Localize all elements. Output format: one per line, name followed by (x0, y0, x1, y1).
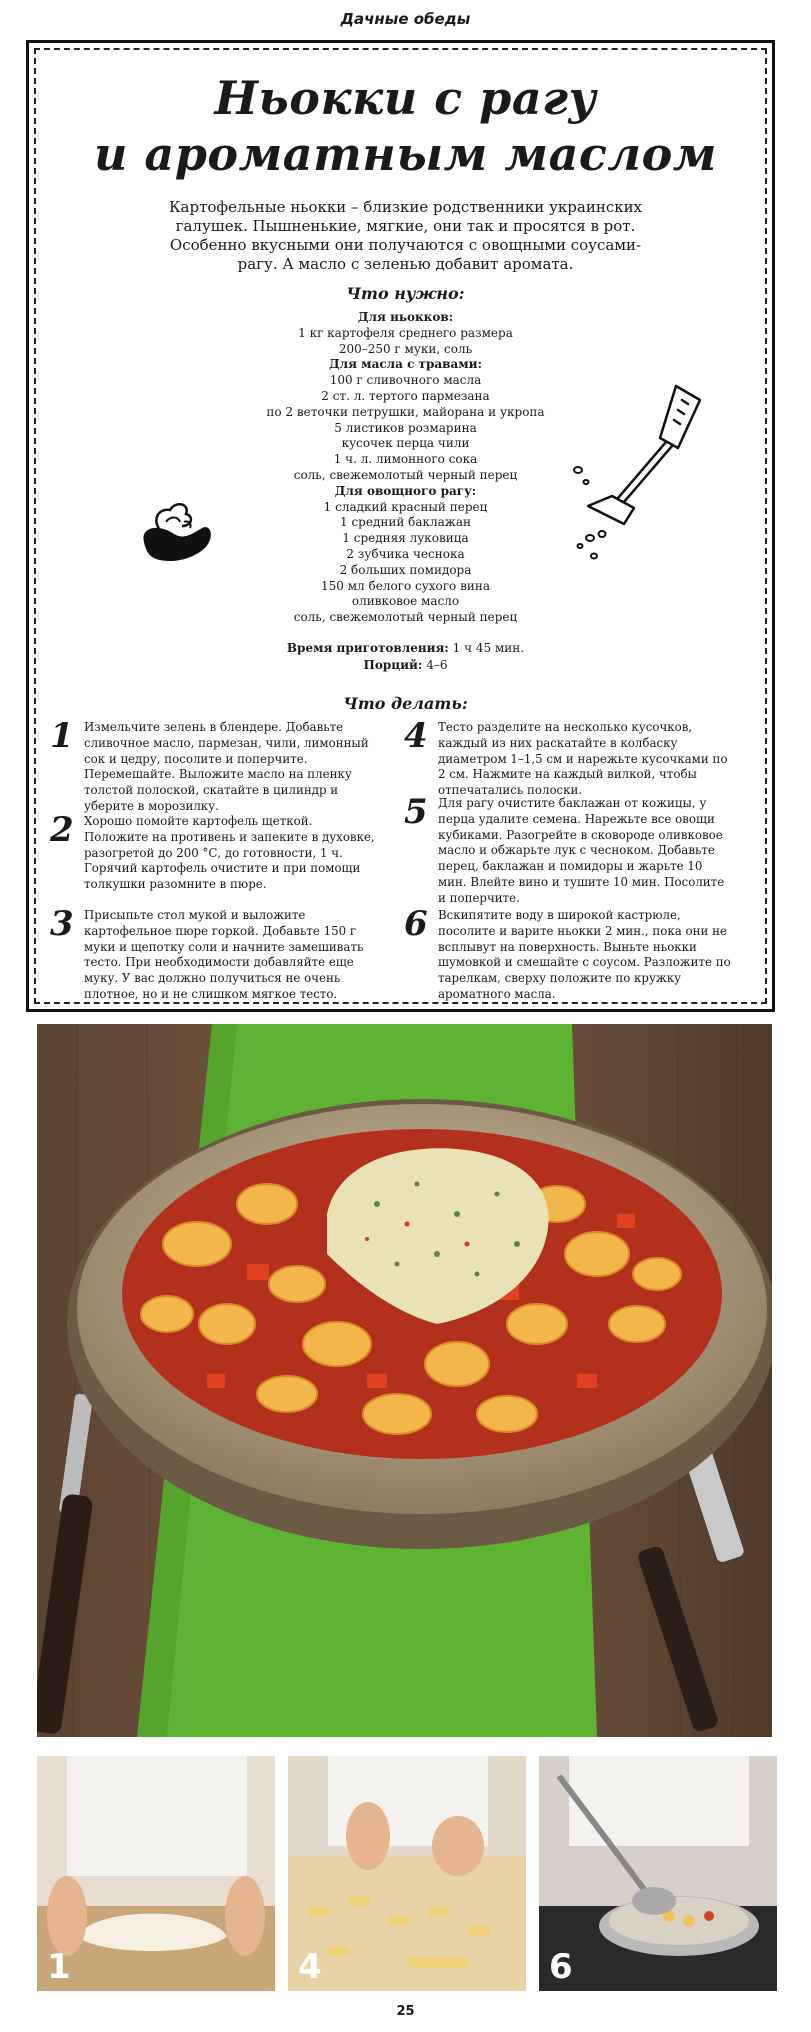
ingredient-group-title: Для масла с травами: (328, 357, 483, 372)
step-2 (50, 810, 380, 893)
ingredient-item: по 2 веточки петрушки, майорана и укропа (266, 404, 545, 419)
prep-time-value: 1 ч 45 мин. (452, 641, 525, 655)
recipe-title (0, 70, 811, 182)
step-3 (50, 904, 380, 1003)
step-number: 1 (50, 716, 74, 756)
section-header: Дачные обеды (340, 10, 471, 28)
title-line-2: и ароматным маслом (93, 127, 718, 181)
ingredient-item: 1 средняя луковица (342, 531, 469, 546)
eggplant-illustration (130, 490, 220, 570)
ingredient-item: 1 кг картофеля среднего размера (298, 325, 513, 340)
step-number: 3 (50, 904, 74, 944)
ingredient-item: 2 больших помидора (339, 562, 472, 577)
page-number: 25 (396, 2004, 415, 2019)
step-number: 6 (404, 904, 428, 944)
step-photo-number: 4 (298, 1947, 322, 1987)
ingredient-group-title: Для овощного рагу: (334, 483, 477, 498)
ingredient-item: 5 листиков розмарина (334, 420, 477, 435)
ingredient-item: кусочек перца чили (341, 436, 470, 451)
step-text: Вскипятите воду в широкой кастрюле, посолите и варите ньокки 2 мин., пока они не всплывут на поверхность. Выньте ньокки шумовкой и смешайте с соусом. Разложите по тарелкам, сверху положите по кружку ароматного масла. (438, 908, 731, 1001)
portions-value: 4–6 (426, 658, 448, 672)
step-text: Для рагу очистите баклажан от кожицы, у перца удалите семена. Нарежьте все овощи кубиками. Разогрейте в сковороде оливковое масло и обжарьте лук с чесноком. Добавьте перец, баклажан и помидоры и жарьте 10 мин. Влейте вино и тушите 10 мин. Посолите и поперчите. (438, 796, 725, 905)
ingredient-group-title: Для ньокков: (357, 310, 454, 324)
step-6 (404, 904, 734, 1003)
ingredient-item: 1 сладкий красный перец (323, 499, 488, 514)
cooking-info (230, 640, 581, 674)
ingredient-item: 200–250 г муки, соль (338, 341, 473, 356)
step-text: Измельчите зелень в блендере. Добавьте сливочное масло, пармезан, чили, лимонный сок и цедру, посолите и поперчите. Перемешайте. Выложите масло на пленку толстой полоской, скатайте в цилиндр и уберите в морозилку. (84, 720, 369, 813)
step-photo-number: 6 (549, 1947, 573, 1987)
ingredient-item: оливковое масло (351, 594, 460, 609)
title-line-1: Ньокки с рагу (214, 71, 597, 125)
step-photo-number: 1 (47, 1947, 71, 1987)
step-4 (404, 716, 734, 799)
ingredient-item: 100 г сливочного масла (329, 373, 482, 388)
step-number: 4 (404, 716, 428, 756)
ingredient-item: 1 средний баклажан (340, 515, 471, 530)
step-photo-6 (539, 1756, 777, 1991)
ingredient-item: 150 мл белого сухого вина (321, 578, 490, 593)
ingredients-heading: Что нужно: (346, 284, 465, 303)
ingredient-item: 2 зубчика чеснока (346, 546, 465, 561)
intro-text: Картофельные ньокки – близкие родственники украинских галушек. Пышненькие, мягкие, они так и просятся в рот. Особенно вкусными они получаются с овощными соусами-рагу. А масло с зеленью добавит аромата. (168, 198, 643, 273)
portions-label: Порций: (363, 658, 423, 672)
hand-blender-illustration (568, 378, 708, 578)
ingredient-item: 1 ч. л. лимонного сока (333, 452, 478, 467)
step-5 (404, 792, 734, 907)
step-1 (50, 716, 380, 815)
ingredient-item: соль, свежемолотый черный перец (293, 467, 518, 482)
steps-heading: Что делать: (343, 694, 468, 713)
step-text: Хорошо помойте картофель щеткой. Положите на противень и запеките в духовке, разогретой до 200 °С, до готовности, 1 ч. Горячий картофель очистите и при помощи толкушки разомните в пюре. (84, 814, 375, 892)
step-number: 5 (404, 792, 428, 832)
step-photo-1 (37, 1756, 275, 1991)
step-text: Тесто разделите на несколько кусочков, каждый из них раскатайте в колбаску диаметром 1–1,5 см и нарежьте кусочками по 2 см. Нажмите на каждый вилкой, чтобы отпечатались полоски. (438, 720, 728, 798)
ingredient-item: соль, свежемолотый черный перец (293, 610, 518, 625)
ingredients-list (230, 310, 581, 626)
step-text: Присыпьте стол мукой и выложите картофельное пюре горкой. Добавьте 150 г муки и щепотку соли и начните замешивать тесто. При необходимости добавляйте еще муку. У вас должно получиться не очень плотное, но и не слишком мягкое тесто. (84, 908, 364, 1001)
ingredient-item: 2 ст. л. тертого пармезана (321, 388, 490, 403)
prep-time-label: Время приготовления: (286, 641, 449, 655)
step-number: 2 (50, 810, 74, 850)
step-photo-4 (288, 1756, 526, 1991)
dish-photo (37, 1024, 772, 1737)
